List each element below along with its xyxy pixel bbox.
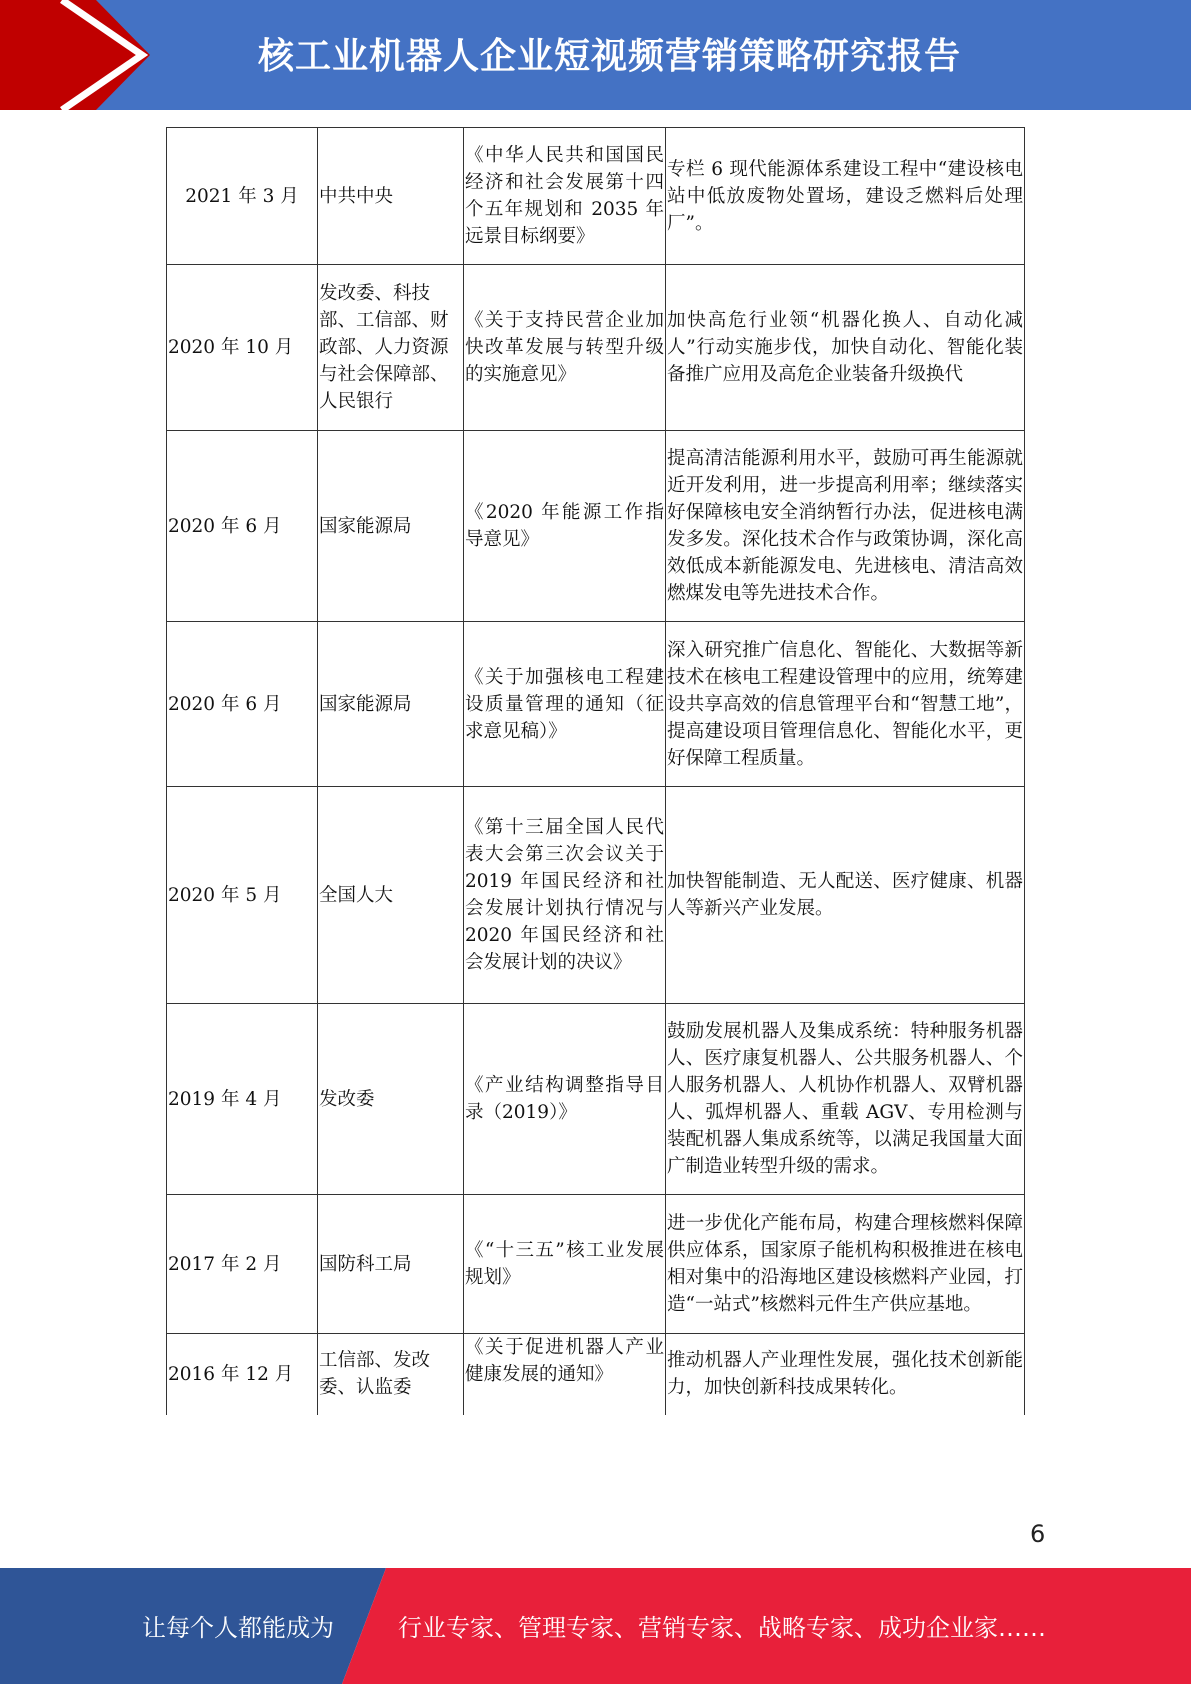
cell-document: 《关于促进机器人产业健康发展的通知》 xyxy=(464,1334,666,1415)
table-row xyxy=(167,265,1025,431)
cell-issuer: 国防科工局 xyxy=(318,1195,464,1334)
table-row xyxy=(167,128,1025,265)
cell-issuer: 发改委、科技部、工信部、财政部、人力资源与社会保障部、人民银行 xyxy=(318,265,464,431)
cell-issuer: 国家能源局 xyxy=(318,622,464,787)
cell-content: 提高清洁能源利用水平，鼓励可再生能源就近开发利用，进一步提高利用率；继续落实好保障核电安全消纳暂行办法，促进核电满发多发。深化技术合作与政策协调，深化高效低成本新能源发电、先进核电、清洁高效燃煤发电等先进技术合作。 xyxy=(666,431,1025,622)
cell-document: 《关于支持民营企业加快改革发展与转型升级的实施意见》 xyxy=(464,265,666,431)
cell-content: 加快高危行业领“机器化换人、自动化减人”行动实施步伐，加快自动化、智能化装备推广应用及高危企业装备升级换代 xyxy=(666,265,1025,431)
cell-issuer: 国家能源局 xyxy=(318,431,464,622)
table-row xyxy=(167,787,1025,1004)
cell-issuer: 中共中央 xyxy=(318,128,464,265)
cell-date: 2017 年 2 月 xyxy=(167,1195,318,1334)
cell-date: 2020 年 6 月 xyxy=(167,431,318,622)
cell-document: 《中华人民共和国国民经济和社会发展第十四个五年规划和 2035 年远景目标纲要》 xyxy=(464,128,666,265)
footer-slogan-right: 行业专家、管理专家、营销专家、战略专家、成功企业家…… xyxy=(398,1614,1046,1642)
page-footer xyxy=(0,1568,1191,1684)
table-row xyxy=(167,1334,1025,1415)
cell-content: 深入研究推广信息化、智能化、大数据等新技术在核电工程建设管理中的应用，统筹建设共享高效的信息管理平台和“智慧工地”，提高建设项目管理信息化、智能化水平，更好保障工程质量。 xyxy=(666,622,1025,787)
cell-document: 《第十三届全国人民代表大会第三次会议关于 2019 年国民经济和社会发展计划执行情况与 2020 年国民经济和社会发展计划的决议》 xyxy=(464,787,666,1004)
cell-document: 《产业结构调整指导目录（2019）》 xyxy=(464,1004,666,1195)
cell-issuer: 全国人大 xyxy=(318,787,464,1004)
cell-content: 专栏 6 现代能源体系建设工程中“建设核电站中低放废物处置场，建设乏燃料后处理厂”。 xyxy=(666,128,1025,265)
footer-slogan-left: 让每个人都能成为 xyxy=(142,1614,334,1642)
policy-table xyxy=(166,127,1025,1415)
page-header xyxy=(0,0,1191,110)
cell-issuer: 发改委 xyxy=(318,1004,464,1195)
cell-date: 2020 年 5 月 xyxy=(167,787,318,1004)
cell-document: 《“十三五”核工业发展规划》 xyxy=(464,1195,666,1334)
cell-date: 2019 年 4 月 xyxy=(167,1004,318,1195)
cell-content: 进一步优化产能布局，构建合理核燃料保障供应体系，国家原子能机构积极推进在核电相对集中的沿海地区建设核燃料产业园，打造“一站式”核燃料元件生产供应基地。 xyxy=(666,1195,1025,1334)
cell-date: 2020 年 10 月 xyxy=(167,265,318,431)
cell-issuer: 工信部、发改委、认监委 xyxy=(318,1334,464,1415)
page-title: 核工业机器人企业短视频营销策略研究报告 xyxy=(258,36,962,77)
table-row xyxy=(167,431,1025,622)
table-row xyxy=(167,1195,1025,1334)
header-arrow-icon xyxy=(0,0,160,110)
cell-date: 2016 年 12 月 xyxy=(167,1334,318,1415)
cell-document: 《2020 年能源工作指导意见》 xyxy=(464,431,666,622)
cell-date: 2021 年 3 月 xyxy=(167,128,318,265)
cell-content: 加快智能制造、无人配送、医疗健康、机器人等新兴产业发展。 xyxy=(666,787,1025,1004)
cell-content: 鼓励发展机器人及集成系统：特种服务机器人、医疗康复机器人、公共服务机器人、个人服务机器人、人机协作机器人、双臂机器人、弧焊机器人、重载 AGV、专用检测与装配机器人集成系统等，以满足我国量大面广制造业转型升级的需求。 xyxy=(666,1004,1025,1195)
table-row xyxy=(167,622,1025,787)
cell-date: 2020 年 6 月 xyxy=(167,622,318,787)
page-number: 6 xyxy=(1030,1520,1046,1548)
table-row xyxy=(167,1004,1025,1195)
cell-content: 推动机器人产业理性发展，强化技术创新能力，加快创新科技成果转化。 xyxy=(666,1334,1025,1415)
cell-document: 《关于加强核电工程建设质量管理的通知（征求意见稿）》 xyxy=(464,622,666,787)
